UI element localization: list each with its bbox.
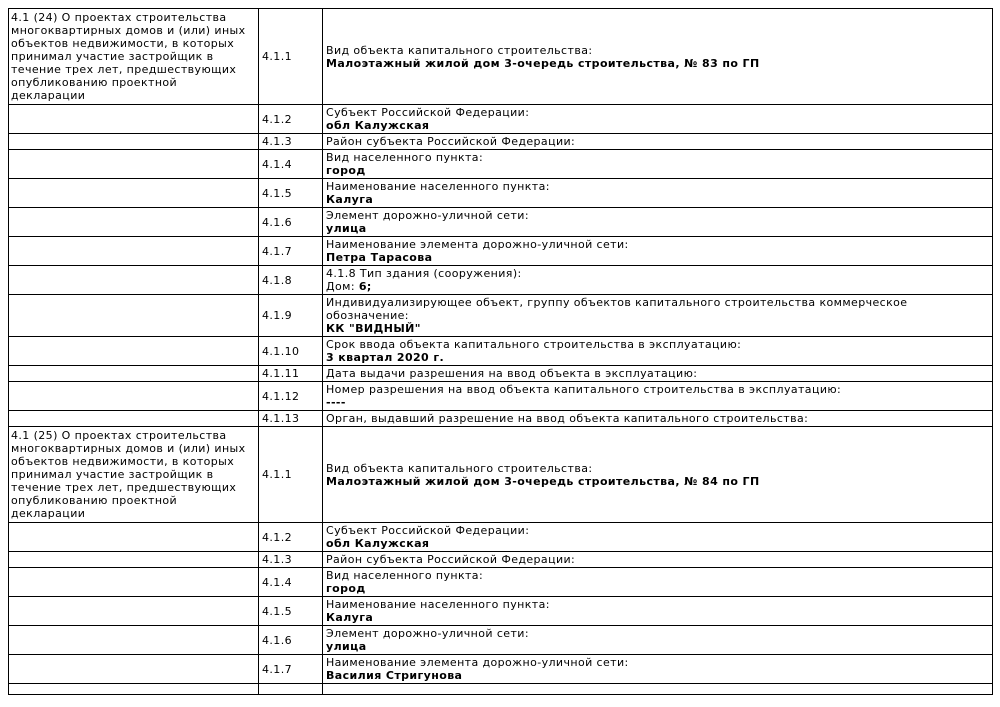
row-value xyxy=(326,164,989,177)
empty-cell xyxy=(9,684,259,695)
row-code: 4.1.12 xyxy=(259,382,323,411)
description-spacer-cell xyxy=(9,626,259,655)
description-spacer-cell xyxy=(9,337,259,366)
table-row xyxy=(9,150,993,179)
row-value xyxy=(326,222,989,235)
row-code: 4.1.5 xyxy=(259,179,323,208)
row-content-cell xyxy=(323,382,993,411)
row-value xyxy=(326,322,989,335)
description-spacer-cell xyxy=(9,208,259,237)
row-value xyxy=(326,537,989,550)
row-label: Субъект Российской Федерации: xyxy=(326,106,530,119)
row-content-cell xyxy=(323,266,993,295)
row-code: 4.1.7 xyxy=(259,237,323,266)
row-value-text: КК "ВИДНЫЙ" xyxy=(326,322,421,335)
row-value xyxy=(326,251,989,264)
row-label: Наименование населенного пункта: xyxy=(326,180,550,193)
row-code: 4.1.3 xyxy=(259,134,323,150)
table-row xyxy=(9,9,993,105)
row-value xyxy=(326,193,989,206)
group-description-cell: 4.1 (25) О проектах строительства многоквартирных домов и (или) иных объектов недвижимости, в которых принимал участие застройщик в течение трех лет, предшествующих опубликованию проектной декларации xyxy=(9,427,259,523)
row-content-cell xyxy=(323,295,993,337)
row-code: 4.1.2 xyxy=(259,523,323,552)
description-spacer-cell xyxy=(9,523,259,552)
row-value-text: улица xyxy=(326,640,367,653)
row-code: 4.1.11 xyxy=(259,366,323,382)
row-value-text: Малоэтажный жилой дом 3-очередь строительства, № 84 по ГП xyxy=(326,474,760,488)
row-content-cell xyxy=(323,568,993,597)
table-row xyxy=(9,337,993,366)
row-label: 4.1.8 Тип здания (сооружения): xyxy=(326,267,522,280)
row-label: Вид населенного пункта: xyxy=(326,151,484,164)
row-label: Субъект Российской Федерации: xyxy=(326,524,530,537)
row-content-cell xyxy=(323,179,993,208)
row-label: Дата выдачи разрешения на ввод объекта в эксплуатацию: xyxy=(326,367,698,380)
row-value-text: Калуга xyxy=(326,193,374,206)
table-row xyxy=(9,208,993,237)
row-content-cell xyxy=(323,552,993,568)
table-row xyxy=(9,105,993,134)
table-row xyxy=(9,427,993,523)
row-value xyxy=(326,57,989,70)
row-label: Индивидуализирующее объект, группу объектов капитального строительства коммерческое обозначение: xyxy=(326,296,908,322)
row-code: 4.1.10 xyxy=(259,337,323,366)
row-content-cell xyxy=(323,626,993,655)
table-row xyxy=(9,411,993,427)
row-content-cell xyxy=(323,337,993,366)
row-value xyxy=(326,640,989,653)
table-row xyxy=(9,523,993,552)
row-label: Вид населенного пункта: xyxy=(326,569,484,582)
row-value xyxy=(326,669,989,682)
row-label: Срок ввода объекта капитального строительства в эксплуатацию: xyxy=(326,338,742,351)
row-value-text: город xyxy=(326,582,366,595)
description-spacer-cell xyxy=(9,552,259,568)
row-value-text: обл Калужская xyxy=(326,537,430,550)
row-content-cell xyxy=(323,411,993,427)
row-value xyxy=(326,475,989,488)
row-label: Район субъекта Российской Федерации: xyxy=(326,135,576,148)
row-value xyxy=(326,396,989,409)
row-label: Наименование элемента дорожно-уличной сети: xyxy=(326,238,629,251)
table-row xyxy=(9,552,993,568)
row-value xyxy=(326,582,989,595)
table-row xyxy=(9,382,993,411)
row-code: 4.1.7 xyxy=(259,655,323,684)
declaration-table xyxy=(8,8,993,695)
table-row xyxy=(9,626,993,655)
row-value-text: ---- xyxy=(326,396,346,409)
row-code: 4.1.4 xyxy=(259,568,323,597)
row-content-cell xyxy=(323,366,993,382)
empty-cell xyxy=(323,684,993,695)
row-label: Элемент дорожно-уличной сети: xyxy=(326,209,529,222)
row-label: Наименование населенного пункта: xyxy=(326,598,550,611)
row-value xyxy=(326,119,989,132)
table-row xyxy=(9,597,993,626)
row-value-text: город xyxy=(326,164,366,177)
table-row-partial xyxy=(9,684,993,695)
row-content-cell xyxy=(323,9,993,105)
row-value-prefix: Дом: xyxy=(326,280,359,293)
row-code: 4.1.4 xyxy=(259,150,323,179)
row-content-cell xyxy=(323,134,993,150)
empty-cell xyxy=(259,684,323,695)
row-content-cell xyxy=(323,150,993,179)
row-content-cell xyxy=(323,105,993,134)
description-spacer-cell xyxy=(9,295,259,337)
row-label: Элемент дорожно-уличной сети: xyxy=(326,627,529,640)
row-label: Вид объекта капитального строительства: xyxy=(326,461,593,475)
description-spacer-cell xyxy=(9,366,259,382)
row-code: 4.1.1 xyxy=(259,9,323,105)
row-value-text: 3 квартал 2020 г. xyxy=(326,351,445,364)
row-content-cell xyxy=(323,523,993,552)
description-spacer-cell xyxy=(9,655,259,684)
row-code: 4.1.8 xyxy=(259,266,323,295)
row-value-text: Василия Стригунова xyxy=(326,669,463,682)
table-row xyxy=(9,295,993,337)
row-code: 4.1.6 xyxy=(259,626,323,655)
row-code: 4.1.1 xyxy=(259,427,323,523)
row-content-cell xyxy=(323,597,993,626)
row-value xyxy=(326,280,989,293)
row-label: Номер разрешения на ввод объекта капитального строительства в эксплуатацию: xyxy=(326,383,842,396)
description-spacer-cell xyxy=(9,411,259,427)
row-value-text: Малоэтажный жилой дом 3-очередь строительства, № 83 по ГП xyxy=(326,56,760,70)
description-spacer-cell xyxy=(9,105,259,134)
row-content-cell xyxy=(323,427,993,523)
row-value-text: 6; xyxy=(358,280,372,293)
table-row xyxy=(9,366,993,382)
row-label: Наименование элемента дорожно-уличной сети: xyxy=(326,656,629,669)
row-label: Орган, выдавший разрешение на ввод объекта капитального строительства: xyxy=(326,412,809,425)
description-spacer-cell xyxy=(9,597,259,626)
row-code: 4.1.9 xyxy=(259,295,323,337)
row-value-text: Калуга xyxy=(326,611,374,624)
description-spacer-cell xyxy=(9,237,259,266)
table-row xyxy=(9,134,993,150)
description-spacer-cell xyxy=(9,266,259,295)
description-spacer-cell xyxy=(9,134,259,150)
row-content-cell xyxy=(323,655,993,684)
table-row xyxy=(9,655,993,684)
description-spacer-cell xyxy=(9,150,259,179)
description-spacer-cell xyxy=(9,179,259,208)
description-spacer-cell xyxy=(9,382,259,411)
row-value-text: Петра Тарасова xyxy=(326,251,433,264)
row-code: 4.1.6 xyxy=(259,208,323,237)
group-description-cell: 4.1 (24) О проектах строительства многоквартирных домов и (или) иных объектов недвижимости, в которых принимал участие застройщик в течение трех лет, предшествующих опубликованию проектной декларации xyxy=(9,9,259,105)
row-code: 4.1.2 xyxy=(259,105,323,134)
row-content-cell xyxy=(323,237,993,266)
row-content-cell xyxy=(323,208,993,237)
table-row xyxy=(9,568,993,597)
table-body xyxy=(9,9,993,695)
table-row xyxy=(9,179,993,208)
row-code: 4.1.5 xyxy=(259,597,323,626)
row-code: 4.1.13 xyxy=(259,411,323,427)
table-row xyxy=(9,266,993,295)
row-value-text: улица xyxy=(326,222,367,235)
row-label: Вид объекта капитального строительства: xyxy=(326,43,593,57)
description-spacer-cell xyxy=(9,568,259,597)
row-value-text: обл Калужская xyxy=(326,119,430,132)
row-code: 4.1.3 xyxy=(259,552,323,568)
table-row xyxy=(9,237,993,266)
row-value xyxy=(326,351,989,364)
row-value xyxy=(326,611,989,624)
row-label: Район субъекта Российской Федерации: xyxy=(326,553,576,566)
